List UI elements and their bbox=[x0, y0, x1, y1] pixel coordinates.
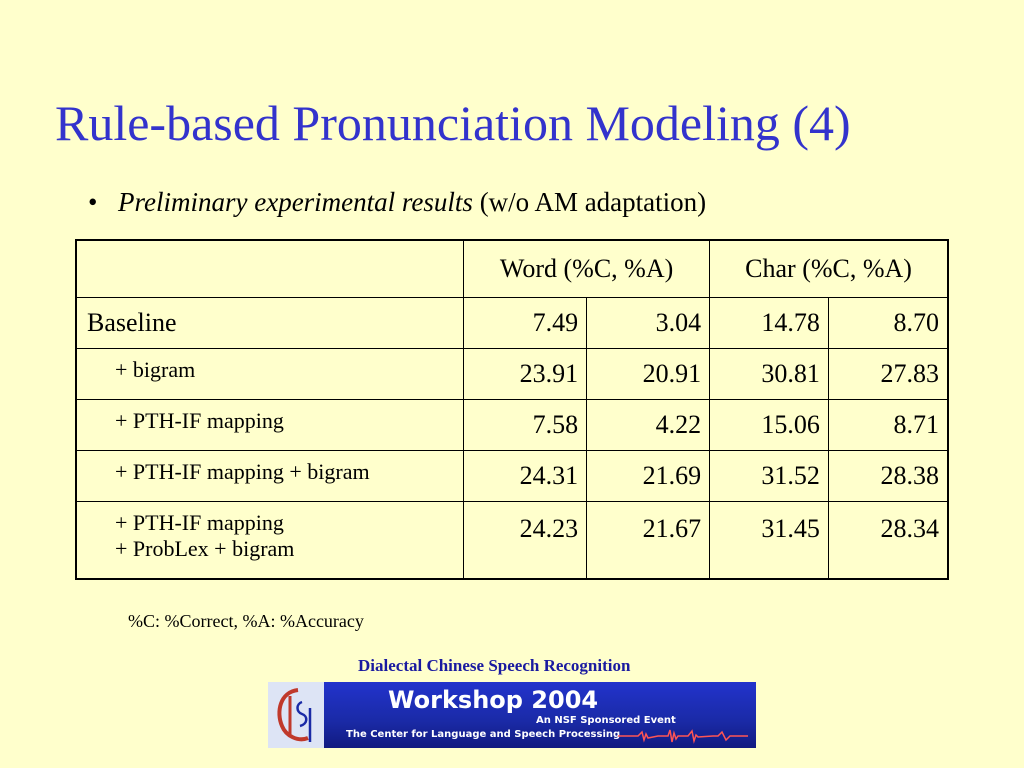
workshop-banner bbox=[268, 682, 756, 748]
banner-title: Workshop 2004 bbox=[388, 686, 599, 714]
results-table bbox=[75, 239, 949, 580]
header-empty-cell bbox=[76, 240, 464, 297]
word-accuracy-cell: 3.04 bbox=[587, 297, 710, 348]
char-correct-cell: 15.06 bbox=[710, 399, 829, 450]
char-correct-cell: 14.78 bbox=[710, 297, 829, 348]
header-word: Word (%C, %A) bbox=[464, 240, 710, 297]
char-correct-cell: 31.45 bbox=[710, 501, 829, 579]
footnote: %C: %Correct, %A: %Accuracy bbox=[128, 611, 364, 631]
word-accuracy-cell: 21.67 bbox=[587, 501, 710, 579]
char-accuracy-cell: 8.71 bbox=[828, 399, 948, 450]
char-accuracy-cell: 28.34 bbox=[828, 501, 948, 579]
table-row bbox=[76, 297, 948, 348]
word-correct-cell: 24.23 bbox=[464, 501, 587, 579]
waveform-icon bbox=[618, 728, 748, 744]
word-accuracy-cell: 20.91 bbox=[587, 348, 710, 399]
row-label: + PTH-IF mapping + bigram bbox=[76, 450, 464, 501]
bullet-plain-text: (w/o AM adaptation) bbox=[472, 187, 707, 217]
word-correct-cell: 7.58 bbox=[464, 399, 587, 450]
word-correct-cell: 23.91 bbox=[464, 348, 587, 399]
word-correct-cell: 24.31 bbox=[464, 450, 587, 501]
workshop-caption: Dialectal Chinese Speech Recognition bbox=[358, 656, 631, 675]
banner-subtitle: An NSF Sponsored Event bbox=[536, 715, 676, 726]
char-accuracy-cell: 28.38 bbox=[828, 450, 948, 501]
word-accuracy-cell: 4.22 bbox=[587, 399, 710, 450]
banner-center-name: The Center for Language and Speech Processing bbox=[346, 729, 621, 740]
table-row bbox=[76, 348, 948, 399]
table-row bbox=[76, 501, 948, 579]
slide-title: Rule-based Pronunciation Modeling (4) bbox=[55, 95, 851, 151]
row-label-line: + PTH-IF mapping bbox=[115, 509, 284, 535]
char-correct-cell: 30.81 bbox=[710, 348, 829, 399]
bullet-marker: • bbox=[88, 187, 98, 217]
row-label bbox=[76, 501, 464, 579]
table-header-row bbox=[76, 240, 948, 297]
table-row bbox=[76, 450, 948, 501]
word-correct-cell: 7.49 bbox=[464, 297, 587, 348]
row-label: + PTH-IF mapping bbox=[76, 399, 464, 450]
table-row bbox=[76, 399, 948, 450]
bullet-point bbox=[88, 186, 706, 218]
clsp-logo bbox=[268, 682, 324, 748]
row-label: + bigram bbox=[76, 348, 464, 399]
bullet-italic-text: Preliminary experimental results bbox=[118, 187, 473, 217]
char-correct-cell: 31.52 bbox=[710, 450, 829, 501]
char-accuracy-cell: 27.83 bbox=[828, 348, 948, 399]
char-accuracy-cell: 8.70 bbox=[828, 297, 948, 348]
row-label: Baseline bbox=[76, 297, 464, 348]
header-char: Char (%C, %A) bbox=[710, 240, 948, 297]
row-label-line: + ProbLex + bigram bbox=[115, 535, 295, 561]
word-accuracy-cell: 21.69 bbox=[587, 450, 710, 501]
